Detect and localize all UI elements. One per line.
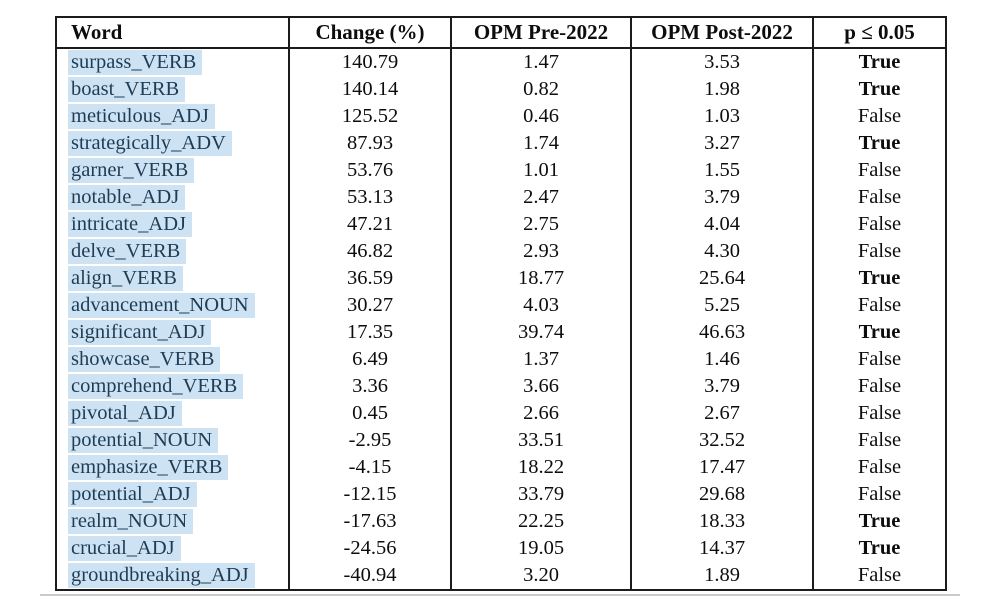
significance-cell: False — [813, 562, 946, 590]
opm-post-cell: 5.25 — [631, 292, 813, 319]
significance-cell: False — [813, 103, 946, 130]
significance-cell: False — [813, 481, 946, 508]
opm-post-cell: 4.04 — [631, 211, 813, 238]
significance-cell: False — [813, 211, 946, 238]
word-highlight: crucial_ADJ — [68, 536, 181, 561]
opm-post-cell: 3.53 — [631, 48, 813, 76]
opm-pre-cell: 3.20 — [451, 562, 631, 590]
opm-pre-cell: 2.66 — [451, 400, 631, 427]
word-highlight: emphasize_VERB — [68, 455, 228, 480]
opm-pre-cell: 33.51 — [451, 427, 631, 454]
word-highlight: strategically_ADV — [68, 131, 232, 156]
significance-cell: True — [813, 76, 946, 103]
word-cell — [56, 508, 289, 535]
change-cell: 17.35 — [289, 319, 451, 346]
table-row — [56, 346, 946, 373]
change-cell: 53.13 — [289, 184, 451, 211]
opm-pre-cell: 2.75 — [451, 211, 631, 238]
word-highlight: garner_VERB — [68, 158, 194, 183]
word-cell — [56, 157, 289, 184]
opm-pre-cell: 18.77 — [451, 265, 631, 292]
column-header-p-value: p ≤ 0.05 — [813, 17, 946, 48]
word-highlight: comprehend_VERB — [68, 374, 243, 399]
word-cell — [56, 373, 289, 400]
significance-cell: False — [813, 427, 946, 454]
word-highlight: surpass_VERB — [68, 50, 202, 75]
column-header-opm-post-2022: OPM Post-2022 — [631, 17, 813, 48]
word-highlight: intricate_ADJ — [68, 212, 192, 237]
word-highlight: align_VERB — [68, 266, 183, 291]
significance-cell: False — [813, 157, 946, 184]
opm-post-cell: 1.55 — [631, 157, 813, 184]
word-highlight: pivotal_ADJ — [68, 401, 182, 426]
table-row — [56, 157, 946, 184]
word-cell — [56, 184, 289, 211]
word-cell — [56, 103, 289, 130]
column-header-change: Change (%) — [289, 17, 451, 48]
word-cell — [56, 130, 289, 157]
word-cell — [56, 346, 289, 373]
opm-post-cell: 25.64 — [631, 265, 813, 292]
opm-post-cell: 1.89 — [631, 562, 813, 590]
change-cell: 3.36 — [289, 373, 451, 400]
word-highlight: delve_VERB — [68, 239, 186, 264]
word-cell — [56, 535, 289, 562]
word-highlight: realm_NOUN — [68, 509, 193, 534]
word-highlight: showcase_VERB — [68, 347, 220, 372]
opm-pre-cell: 22.25 — [451, 508, 631, 535]
opm-post-cell: 17.47 — [631, 454, 813, 481]
opm-pre-cell: 1.37 — [451, 346, 631, 373]
change-cell: 125.52 — [289, 103, 451, 130]
change-cell: -40.94 — [289, 562, 451, 590]
opm-post-cell: 29.68 — [631, 481, 813, 508]
significance-cell: False — [813, 373, 946, 400]
table-row — [56, 103, 946, 130]
significance-cell: False — [813, 238, 946, 265]
table-row — [56, 238, 946, 265]
opm-pre-cell: 18.22 — [451, 454, 631, 481]
header-row — [56, 17, 946, 48]
change-cell: -2.95 — [289, 427, 451, 454]
significance-cell: False — [813, 184, 946, 211]
change-cell: -17.63 — [289, 508, 451, 535]
significance-cell: True — [813, 319, 946, 346]
word-change-table — [55, 16, 947, 591]
change-cell: 140.79 — [289, 48, 451, 76]
opm-post-cell: 1.46 — [631, 346, 813, 373]
opm-pre-cell: 0.46 — [451, 103, 631, 130]
opm-post-cell: 46.63 — [631, 319, 813, 346]
bottom-rule — [40, 594, 960, 596]
word-cell — [56, 48, 289, 76]
change-cell: 46.82 — [289, 238, 451, 265]
significance-cell: False — [813, 346, 946, 373]
word-cell — [56, 319, 289, 346]
word-cell — [56, 292, 289, 319]
opm-pre-cell: 2.47 — [451, 184, 631, 211]
word-highlight: groundbreaking_ADJ — [68, 563, 255, 588]
column-header-opm-pre-2022: OPM Pre-2022 — [451, 17, 631, 48]
change-cell: 47.21 — [289, 211, 451, 238]
word-cell — [56, 562, 289, 590]
opm-post-cell: 3.27 — [631, 130, 813, 157]
significance-cell: False — [813, 400, 946, 427]
opm-pre-cell: 19.05 — [451, 535, 631, 562]
word-highlight: notable_ADJ — [68, 185, 185, 210]
table-body — [56, 48, 946, 590]
opm-pre-cell: 2.93 — [451, 238, 631, 265]
opm-post-cell: 3.79 — [631, 184, 813, 211]
significance-cell: True — [813, 48, 946, 76]
table-row — [56, 427, 946, 454]
table-row — [56, 535, 946, 562]
opm-post-cell: 4.30 — [631, 238, 813, 265]
table-row — [56, 48, 946, 76]
opm-pre-cell: 3.66 — [451, 373, 631, 400]
change-cell: 53.76 — [289, 157, 451, 184]
table-row — [56, 76, 946, 103]
change-cell: 36.59 — [289, 265, 451, 292]
change-cell: 140.14 — [289, 76, 451, 103]
word-cell — [56, 238, 289, 265]
word-cell — [56, 400, 289, 427]
word-cell — [56, 76, 289, 103]
significance-cell: False — [813, 292, 946, 319]
word-cell — [56, 427, 289, 454]
opm-post-cell: 1.03 — [631, 103, 813, 130]
opm-post-cell: 1.98 — [631, 76, 813, 103]
opm-pre-cell: 39.74 — [451, 319, 631, 346]
word-highlight: advancement_NOUN — [68, 293, 255, 318]
table-row — [56, 292, 946, 319]
table-row — [56, 184, 946, 211]
change-cell: 0.45 — [289, 400, 451, 427]
word-highlight: potential_ADJ — [68, 482, 197, 507]
column-header-word: Word — [56, 17, 289, 48]
opm-pre-cell: 4.03 — [451, 292, 631, 319]
opm-post-cell: 32.52 — [631, 427, 813, 454]
change-cell: 30.27 — [289, 292, 451, 319]
opm-post-cell: 2.67 — [631, 400, 813, 427]
table-row — [56, 265, 946, 292]
significance-cell: True — [813, 130, 946, 157]
significance-cell: True — [813, 265, 946, 292]
opm-post-cell: 3.79 — [631, 373, 813, 400]
opm-pre-cell: 1.74 — [451, 130, 631, 157]
opm-pre-cell: 33.79 — [451, 481, 631, 508]
table-row — [56, 562, 946, 590]
change-cell: 87.93 — [289, 130, 451, 157]
table-row — [56, 130, 946, 157]
change-cell: -24.56 — [289, 535, 451, 562]
table-row — [56, 508, 946, 535]
change-cell: -4.15 — [289, 454, 451, 481]
table-row — [56, 400, 946, 427]
table-row — [56, 373, 946, 400]
significance-cell: False — [813, 454, 946, 481]
opm-pre-cell: 0.82 — [451, 76, 631, 103]
word-cell — [56, 454, 289, 481]
table-row — [56, 454, 946, 481]
significance-cell: True — [813, 508, 946, 535]
change-cell: 6.49 — [289, 346, 451, 373]
word-highlight: potential_NOUN — [68, 428, 218, 453]
word-highlight: meticulous_ADJ — [68, 104, 215, 129]
word-highlight: boast_VERB — [68, 77, 185, 102]
opm-pre-cell: 1.47 — [451, 48, 631, 76]
opm-pre-cell: 1.01 — [451, 157, 631, 184]
change-cell: -12.15 — [289, 481, 451, 508]
word-highlight: significant_ADJ — [68, 320, 211, 345]
significance-cell: True — [813, 535, 946, 562]
word-cell — [56, 481, 289, 508]
word-cell — [56, 265, 289, 292]
opm-post-cell: 14.37 — [631, 535, 813, 562]
word-cell — [56, 211, 289, 238]
table-row — [56, 319, 946, 346]
opm-post-cell: 18.33 — [631, 508, 813, 535]
table-row — [56, 211, 946, 238]
table-row — [56, 481, 946, 508]
